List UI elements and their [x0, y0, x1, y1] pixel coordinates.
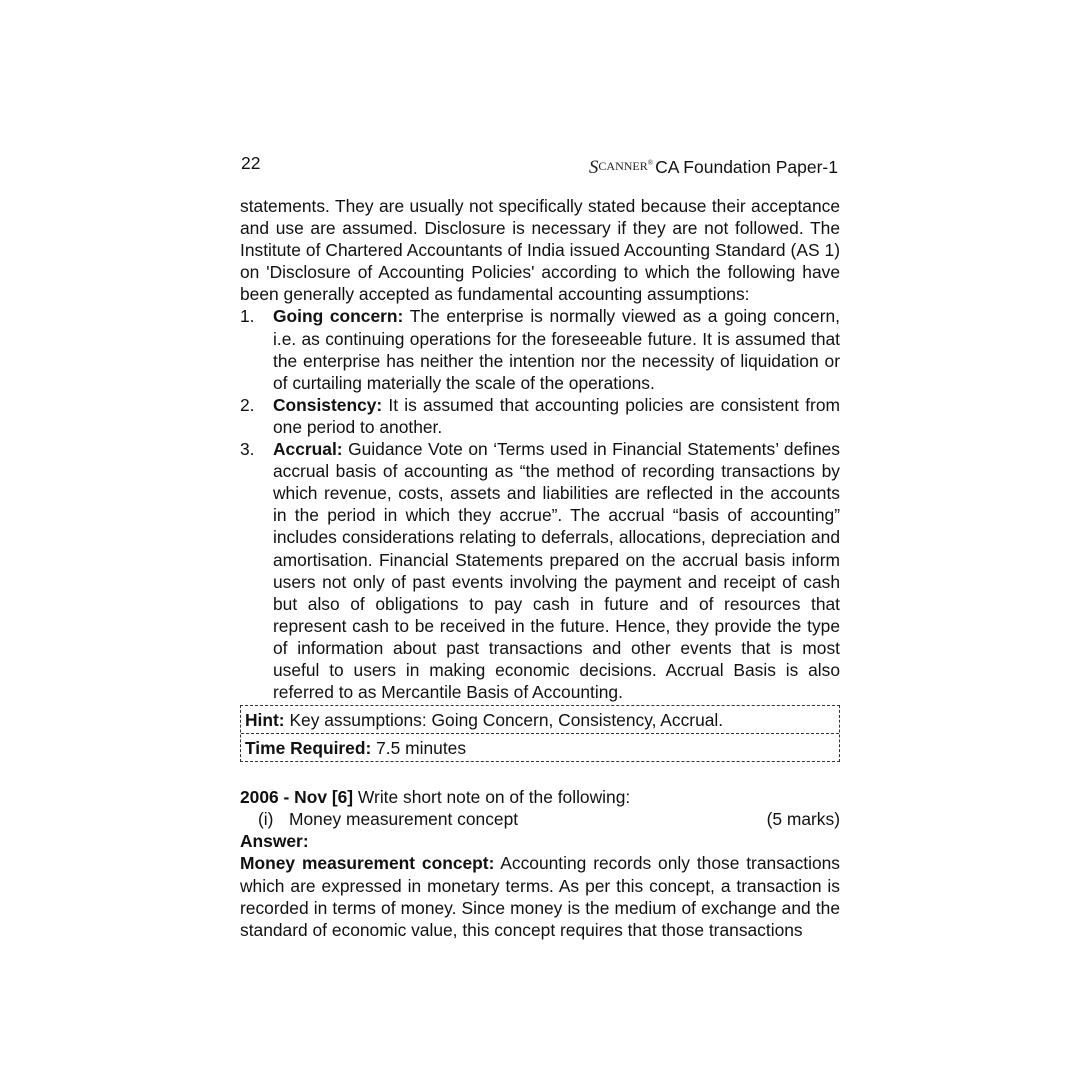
list-term: Accrual:	[273, 439, 343, 460]
list-number: 3.	[240, 439, 255, 460]
hint-text: Key assumptions: Going Concern, Consistency, Accrual.	[284, 710, 724, 731]
hint-row	[241, 706, 839, 733]
list-text: The enterprise is normally viewed as a going concern, i.e. as continuing operations for the foreseeable future. It is assumed that the enterprise has neither the intention nor the necessity of liquidation or of curtailing materially the scale of the operations.	[273, 306, 840, 393]
scanner-logo: SCANNER®	[588, 157, 654, 178]
question-ref: 2006 - Nov [6]	[240, 787, 354, 808]
list-item	[240, 438, 840, 703]
list-number: 1.	[240, 306, 255, 327]
hint-label: Hint:	[245, 710, 285, 731]
answer-label	[240, 830, 840, 852]
answer-heading: Answer:	[240, 831, 309, 852]
marks-label: (5 marks)	[766, 809, 840, 830]
intro-paragraph: statements. They are usually not specifically stated because their acceptance and use are assumed. Disclosure is necessary if they are not followed. The Institute of Chartered Accountants of India issued Accounting Standard (AS 1) on 'Disclosure of Accounting Policies' according to which the following have been generally accepted as fundamental accounting assumptions:	[240, 196, 840, 305]
running-head	[589, 151, 838, 180]
part-text: Money measurement concept	[289, 809, 519, 830]
list-text: Guidance Vote on ‘Terms used in Financial Statements’ defines accrual basis of accounting as “the method of recording transactions by which revenue, costs, assets and liabilities are reflected in the accounts in the period in which they accrue”. The accrual “basis of accounting” includes considerations relating to deferrals, allocations, depreciation and amortisation. Financial Statements prepared on the accrual basis inform users not only of past events involving the payment and receipt of cash but also of obligations to pay cash in future and of resources that represent cash to be received in the future. Hence, they provide the type of information about past transactions and other events that is most useful to users in making economic decisions. Accrual Basis is also referred to as Mercantile Basis of Accounting.	[273, 439, 840, 703]
question-line	[240, 786, 840, 808]
time-required-label: Time Required:	[245, 738, 372, 759]
book-title: CA Foundation Paper-1	[655, 157, 838, 177]
time-required-row	[241, 733, 839, 761]
assumptions-list	[240, 305, 840, 703]
time-required-text: 7.5 minutes	[371, 738, 467, 759]
list-text: It is assumed that accounting policies are consistent from one period to another.	[273, 394, 840, 437]
hint-box	[240, 705, 840, 762]
list-item	[240, 305, 840, 393]
question-part	[240, 808, 840, 830]
list-number: 2.	[240, 394, 255, 415]
page-number: 22	[241, 153, 261, 173]
list-term: Going concern:	[273, 306, 404, 327]
answer-text: Accounting records only those transactions which are expressed in monetary terms. As per this concept, a transaction is recorded in terms of money. Since money is the medium of exchange and the standard of economic value, this concept requires that those transactions	[240, 853, 840, 940]
page-body	[240, 195, 840, 941]
question-prompt: Write short note on of the following:	[353, 787, 631, 808]
list-term: Consistency:	[273, 394, 383, 415]
list-item	[240, 394, 840, 438]
part-number: (i)	[258, 809, 274, 830]
answer-term: Money measurement concept:	[240, 853, 495, 874]
answer-paragraph	[240, 852, 840, 940]
page-header	[240, 151, 840, 178]
question-block	[240, 786, 840, 941]
